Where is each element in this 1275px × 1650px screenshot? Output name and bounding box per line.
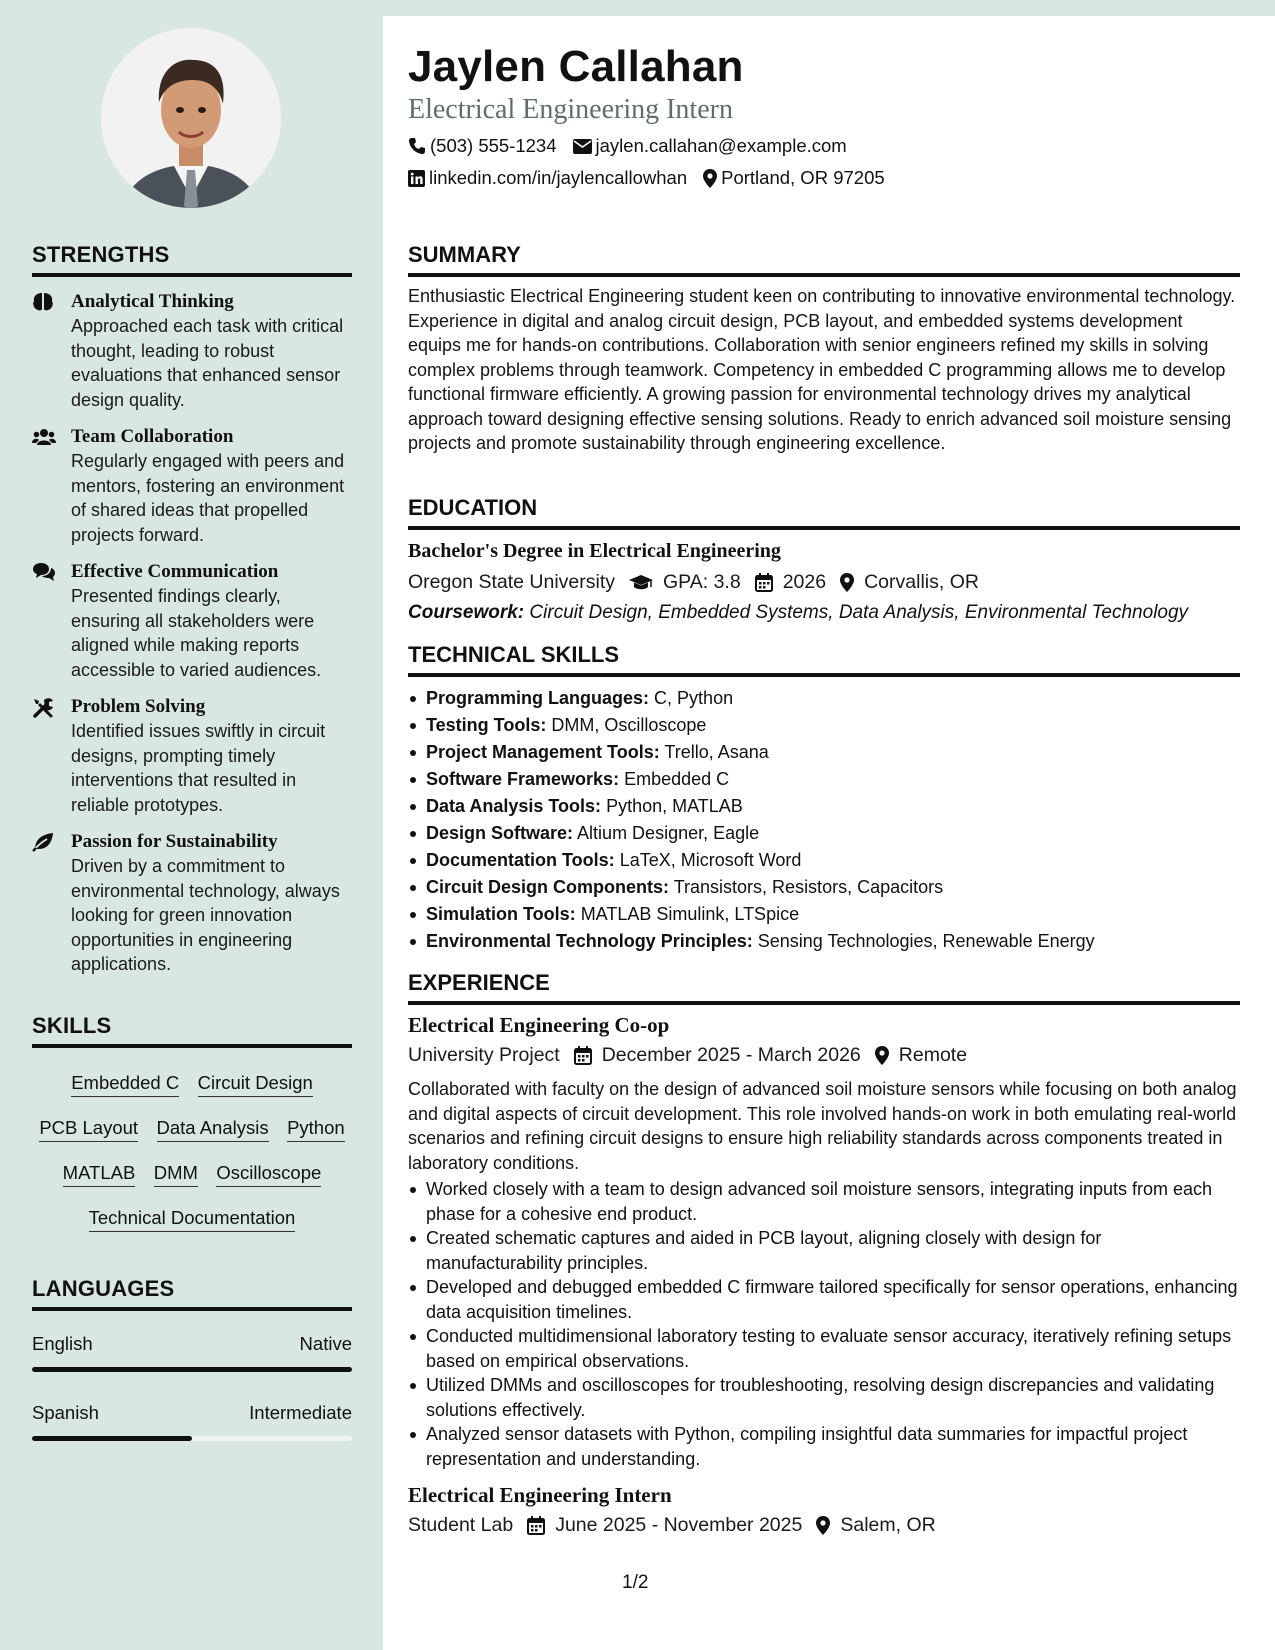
location-item [703, 167, 885, 189]
coursework-line [408, 602, 1240, 624]
skill-chip: DMM [154, 1160, 198, 1187]
education-heading: EDUCATION [408, 495, 1240, 530]
strength-item [32, 426, 352, 547]
skill-value: Embedded C [624, 769, 730, 789]
graduation-cap-icon [629, 574, 653, 591]
list-item: Utilized DMMs and oscilloscopes for troubleshooting, resolving design discrepancies and validating solutions effectively. [408, 1373, 1240, 1422]
skill-value: Trello, Asana [664, 742, 769, 762]
skills-heading: SKILLS [32, 1013, 352, 1048]
skill-label: Software Frameworks: [426, 769, 620, 789]
strength-title: Team Collaboration [71, 426, 234, 447]
education-meta [408, 571, 1240, 594]
envelope-icon [573, 139, 592, 154]
languages-section [32, 1276, 352, 1441]
skill-value: MATLAB Simulink, LTSpice [580, 904, 800, 924]
strength-desc: Identified issues swiftly in circuit designs, prompting timely interventions that resulted in reliable prototypes. [71, 721, 326, 815]
list-item: Created schematic captures and aided in PCB layout, aligning closely with design for manufacturability principles. [408, 1226, 1240, 1275]
comments-icon [32, 562, 56, 584]
page-number: 1/2 [622, 1572, 649, 1593]
technical-skills-heading: TECHNICAL SKILLS [408, 642, 1240, 677]
list-item: Conducted multidimensional laboratory testing to evaluate sensor accuracy, iteratively refining setups based on empirical observations. [408, 1324, 1240, 1373]
list-item: Developed and debugged embedded C firmware tailored specifically for sensor operations, enhancing data acquisition timelines. [408, 1275, 1240, 1324]
education-section [408, 495, 1240, 624]
skill-chip: Embedded C [71, 1070, 179, 1097]
location-text: Portland, OR 97205 [721, 167, 885, 188]
list-item [408, 874, 1240, 901]
skill-label: Testing Tools: [426, 715, 547, 735]
strength-desc: Presented findings clearly, ensuring all stakeholders were aligned while making reports accessible to varied audiences. [71, 586, 322, 680]
strength-title: Analytical Thinking [71, 291, 234, 312]
email-text: jaylen.callahan@example.com [595, 135, 847, 156]
role-dates: December 2025 - March 2026 [601, 1044, 861, 1066]
email-item[interactable] [573, 135, 847, 157]
strengths-section [32, 242, 352, 977]
school-name: Oregon State University [408, 571, 616, 593]
calendar-icon [527, 1516, 545, 1535]
language-level: Intermediate [249, 1402, 352, 1423]
strength-desc: Approached each task with critical thought, leading to robust evaluations that enhanced sensor design quality. [71, 316, 344, 410]
list-item [408, 712, 1240, 739]
list-item [408, 739, 1240, 766]
strength-title: Problem Solving [71, 696, 206, 717]
language-name: English [32, 1333, 93, 1354]
role-location: Salem, OR [840, 1514, 936, 1536]
education-location: Corvallis, OR [864, 571, 979, 593]
phone-text: (503) 555-1234 [430, 135, 557, 156]
summary-text: Enthusiastic Electrical Engineering student keen on contributing to innovative environmental technology. Experience in digital and analog circuit design, PCB layout, and embedded systems development equips me for hands-on contributions. Collaboration with senior engineers refined my skills in solving complex problems through teamwork. Competency in embedded C programming allows me to develop functional firmware efficiently. A growing passion for environmental technology drives my analytical approach toward designing effective sensing solutions. Ready to enrich advanced soil moisture sensing projects and promote sustainability through engineering excellence. [408, 286, 1236, 453]
role-title: Electrical Engineering Co-op [408, 1013, 670, 1037]
leaf-icon [32, 832, 56, 854]
users-icon [32, 427, 56, 449]
tools-icon [32, 697, 56, 719]
language-bar-fill [32, 1436, 192, 1441]
skill-chip: Python [287, 1115, 345, 1142]
map-pin-icon [703, 169, 717, 188]
skill-chip: MATLAB [63, 1160, 136, 1187]
summary-section [408, 242, 1240, 456]
strength-title: Effective Communication [71, 561, 279, 582]
skill-chip: Circuit Design [198, 1070, 313, 1097]
role-title: Electrical Engineering Intern [408, 1483, 672, 1507]
map-pin-icon [875, 1046, 889, 1065]
skill-label: Simulation Tools: [426, 904, 576, 924]
role-dates: June 2025 - November 2025 [555, 1514, 803, 1536]
skill-value: C, Python [654, 688, 734, 708]
skill-chip: Technical Documentation [89, 1205, 296, 1232]
gpa-text: GPA: 3.8 [663, 571, 741, 593]
role-bullets [408, 1177, 1240, 1471]
skill-chip: Data Analysis [157, 1115, 269, 1142]
skill-chip: Oscilloscope [216, 1160, 321, 1187]
strength-item [32, 831, 352, 977]
skill-label: Project Management Tools: [426, 742, 660, 762]
calendar-icon [574, 1046, 592, 1065]
skill-value: Transistors, Resistors, Capacitors [673, 877, 944, 897]
language-bar-fill [32, 1367, 352, 1372]
strength-desc: Regularly engaged with peers and mentors, fostering an environment of shared ideas that propelled projects forward. [71, 451, 345, 545]
language-name: Spanish [32, 1402, 99, 1423]
skill-label: Programming Languages: [426, 688, 650, 708]
skill-value: Sensing Technologies, Renewable Energy [757, 931, 1095, 951]
technical-skills-list [408, 685, 1240, 955]
skills-chips [32, 1062, 352, 1242]
role-summary: Collaborated with faculty on the design of advanced soil moisture sensors while focusing on both analog and digital aspects of circuit development. This role involved hands-on work in both emulating real-world scenarios and refining circuit designs to ensure high reliability standards across components treated in laboratory conditions. [408, 1079, 1237, 1173]
linkedin-icon [408, 170, 425, 187]
strength-item [32, 696, 352, 817]
calendar-icon [755, 573, 773, 592]
list-item: Worked closely with a team to design advanced soil moisture sensors, integrating inputs from each phase for a cohesive end product. [408, 1177, 1240, 1226]
skill-value: DMM, Oscilloscope [551, 715, 707, 735]
linkedin-item[interactable] [408, 167, 687, 189]
strength-title: Passion for Sustainability [71, 831, 278, 852]
language-level: Native [299, 1333, 352, 1354]
strength-item [32, 561, 352, 682]
role-org: Student Lab [408, 1514, 514, 1536]
skill-value: Python, MATLAB [606, 796, 743, 816]
list-item [408, 820, 1240, 847]
languages-heading: LANGUAGES [32, 1276, 352, 1311]
strength-desc: Driven by a commitment to environmental technology, always looking for green innovation opportunities in engineering applications. [71, 856, 340, 974]
skill-value: LaTeX, Microsoft Word [619, 850, 802, 870]
skill-chip: PCB Layout [39, 1115, 138, 1142]
candidate-title: Electrical Engineering Intern [408, 94, 733, 125]
coursework-text: Circuit Design, Embedded Systems, Data Analysis, Environmental Technology [529, 602, 1189, 623]
strength-item [32, 291, 352, 412]
skill-label: Data Analysis Tools: [426, 796, 602, 816]
language-row [32, 1402, 352, 1424]
role-org: University Project [408, 1044, 560, 1066]
skill-label: Documentation Tools: [426, 850, 615, 870]
skill-label: Environmental Technology Principles: [426, 931, 753, 951]
list-item: Analyzed sensor datasets with Python, compiling insightful data summaries for impactful project representation and understanding. [408, 1422, 1240, 1471]
top-band [383, 0, 1275, 16]
linkedin-text: linkedin.com/in/jaylencallowhan [429, 167, 688, 188]
coursework-label: Coursework: [408, 602, 525, 623]
map-pin-icon [840, 573, 854, 592]
language-bar [32, 1367, 352, 1372]
technical-skills-section [408, 642, 1240, 955]
skill-label: Design Software: [426, 823, 574, 843]
skill-value: Altium Designer, Eagle [577, 823, 760, 843]
phone-icon [408, 137, 426, 155]
list-item [408, 685, 1240, 712]
list-item [408, 793, 1240, 820]
candidate-name: Jaylen Callahan [408, 42, 744, 91]
map-pin-icon [816, 1516, 830, 1535]
avatar [101, 28, 281, 208]
strengths-heading: STRENGTHS [32, 242, 352, 277]
summary-heading: SUMMARY [408, 242, 1240, 277]
list-item [408, 901, 1240, 928]
contact-line [408, 135, 863, 157]
language-row [32, 1333, 352, 1355]
list-item [408, 928, 1240, 955]
list-item [408, 847, 1240, 874]
experience-heading: EXPERIENCE [408, 970, 1240, 1005]
list-item [408, 766, 1240, 793]
phone-item [408, 135, 557, 157]
graduation-year: 2026 [782, 571, 827, 593]
skill-label: Circuit Design Components: [426, 877, 670, 897]
brain-icon [32, 292, 56, 314]
language-bar [32, 1436, 352, 1441]
role-meta [408, 1044, 1240, 1067]
degree-title: Bachelor's Degree in Electrical Engineering [408, 540, 781, 562]
skills-section [32, 1013, 352, 1242]
experience-section [408, 970, 1240, 1537]
role-location: Remote [898, 1044, 968, 1066]
contact-line [408, 167, 901, 189]
role-meta [408, 1514, 1240, 1537]
